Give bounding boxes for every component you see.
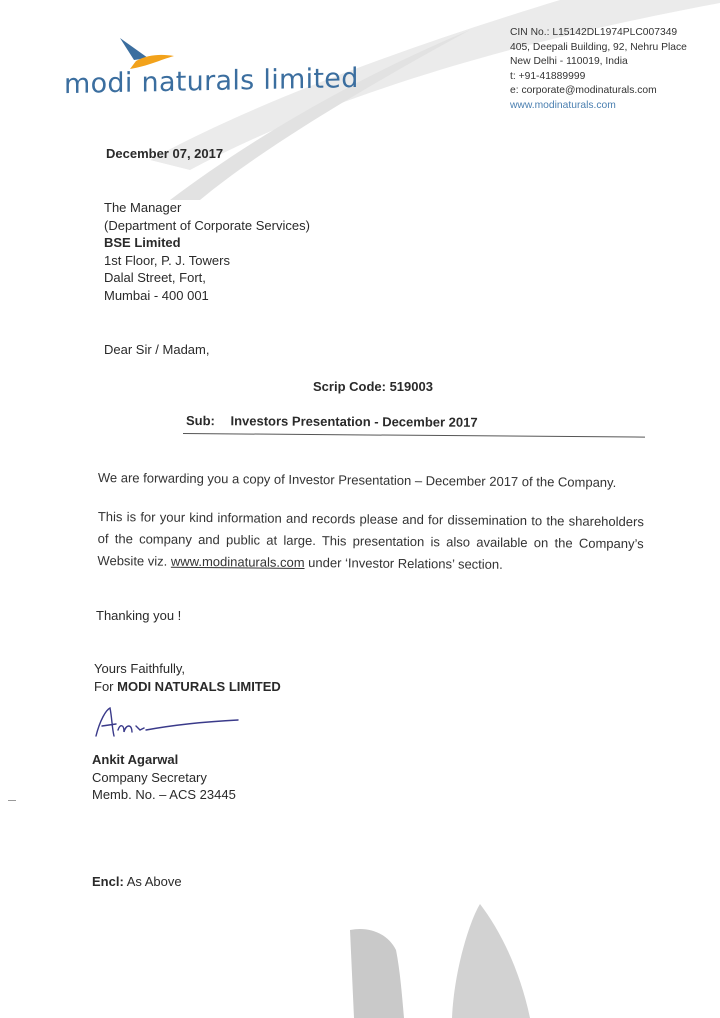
signatory-name: Ankit Agarwal	[92, 752, 179, 767]
company-name: MODI NATURALS LIMITED	[117, 678, 281, 694]
website-link[interactable]: www.modinaturals.com	[510, 99, 616, 111]
recipient-line: (Department of Corporate Services)	[104, 217, 310, 233]
closing-line: Yours Faithfully,	[94, 661, 186, 676]
company-logo-text: modi naturals limited	[64, 62, 359, 101]
subject-label: Sub:	[185, 413, 215, 429]
letter-date: December 07, 2017	[106, 146, 224, 161]
address-line-2: New Delhi - 110019, India	[510, 56, 628, 68]
recipient-line: Mumbai - 400 001	[104, 287, 209, 303]
signatory-block	[92, 751, 236, 804]
scrip-code: Scrip Code: 519003	[313, 379, 433, 394]
phone-number: t: +91-41889999	[510, 70, 586, 82]
enclosure-label: Encl:	[92, 874, 124, 889]
recipient-line: The Manager	[104, 200, 182, 215]
subject-divider	[183, 433, 645, 438]
membership-number: Memb. No. – ACS 23445	[92, 787, 236, 803]
website-link-inline[interactable]: www.modinaturals.com	[170, 553, 305, 570]
paragraph-text: under ‘Investor Relations’ section.	[304, 554, 503, 572]
for-label: For	[94, 678, 118, 694]
recipient-line: 1st Floor, P. J. Towers	[104, 252, 230, 268]
letterhead-contact	[510, 26, 687, 114]
enclosure-line	[92, 874, 182, 889]
email-address[interactable]: e: corporate@modinaturals.com	[510, 85, 657, 97]
closing-block	[94, 660, 281, 695]
body-paragraph-2	[97, 506, 644, 577]
recipient-organization: BSE Limited	[104, 235, 181, 251]
salutation: Dear Sir / Madam,	[104, 342, 210, 357]
subject-line	[186, 413, 478, 430]
scan-mark	[8, 800, 16, 801]
recipient-line: Dalal Street, Fort,	[104, 270, 206, 286]
thanks-line: Thanking you !	[96, 608, 182, 623]
for-company-line	[94, 678, 281, 696]
paragraph-text: This is for your kind information and records please and for dissemination to the shareholders of the company and public at large. This presentation is also available on the Company’s Website viz.	[97, 508, 644, 569]
cin-number: CIN No.: L15142DL1974PLC007349	[510, 27, 678, 38]
handwritten-signature	[88, 700, 248, 750]
body-paragraph-1: We are forwarding you a copy of Investor Presentation – December 2017 of the Company.	[97, 469, 617, 490]
subject-text: Investors Presentation - December 2017	[230, 413, 478, 430]
signatory-title: Company Secretary	[92, 769, 207, 785]
address-line-1: 405, Deepali Building, 92, Nehru Place	[510, 41, 687, 53]
footer-watermark-shapes	[330, 890, 550, 1018]
enclosure-text: As Above	[123, 874, 182, 889]
recipient-address	[104, 199, 310, 305]
